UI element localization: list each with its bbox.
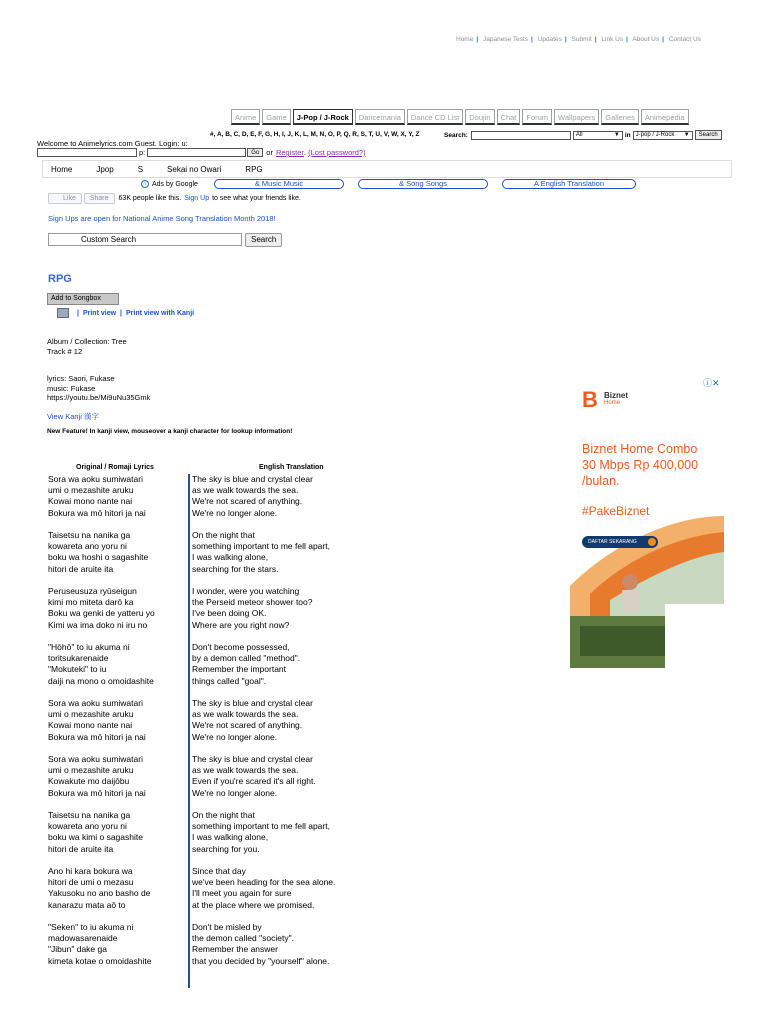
ad-link-music[interactable]: & Music Music — [214, 179, 344, 189]
ads-by-label: Ads by Google — [152, 180, 198, 188]
album-text: Album / Collection: Tree — [47, 337, 127, 346]
romaji-stanza: Ano hi kara bokura wa hitori de umi o mezasu Yakusoku no ano basho de kanarazu mata aō to — [48, 866, 151, 910]
ad-link-english-translation[interactable]: A English Translation — [502, 179, 636, 189]
breadcrumb-song[interactable]: RPG — [245, 164, 263, 174]
site-search — [444, 130, 722, 140]
english-stanza: On the night that something important to me fell apart, I was walking alone, searching for you. — [192, 810, 330, 854]
romaji-stanza: Taisetsu na nanika ga kowareta ano yoru ni boku wa kimi o sagashite hitori de aruite ita — [48, 810, 143, 854]
ad-headline-line-1: Biznet Home Combo — [582, 442, 698, 456]
welcome-text: Welcome to Animelyrics.com Guest. Login: u: — [37, 139, 188, 148]
column-divider — [188, 474, 190, 988]
top-link-updates[interactable]: Updates — [537, 36, 562, 43]
chevron-down-icon: ▼ — [613, 131, 620, 138]
top-link-contact-us[interactable]: Contact Us — [668, 36, 701, 43]
register-link[interactable]: Register — [275, 148, 304, 157]
ad-controls — [703, 376, 720, 389]
page-title: RPG — [48, 273, 72, 285]
credits — [47, 374, 150, 403]
ads-by-google[interactable] — [141, 180, 198, 188]
search-in-label: in — [624, 131, 631, 139]
search-button[interactable]: Search — [695, 130, 722, 140]
tab-wallpapers[interactable]: Wallpapers — [554, 109, 599, 125]
romaji-stanza: "Hōhō" to iu akuma ni toritsukarenaide "Mokuteki" to iu daiji na mono o omoidashite — [48, 642, 154, 686]
like-count-text: 63K people like this. — [118, 195, 182, 202]
close-icon[interactable]: ✕ — [712, 378, 720, 388]
video-url[interactable]: https://youtu.be/Mi9uNu35Gmk — [47, 393, 151, 402]
search-scope-select[interactable] — [573, 131, 623, 140]
print-view-kanji-link[interactable]: Print view with Kanji — [126, 309, 195, 317]
english-stanza: I wonder, were you watching the Perseid meteor shower too? I've been doing OK. Where are you right now? — [192, 586, 313, 630]
top-links: Home | Japanese Tests | Updates | Submit | Link Us | About Us | Contact Us — [456, 36, 701, 43]
facebook-like-button[interactable]: Like — [48, 193, 82, 204]
english-stanza: Don't be misled by the demon called "society". Remember the answer that you decided by "yourself" alone. — [192, 922, 330, 966]
breadcrumb — [42, 160, 732, 178]
english-stanza: On the night that something important to me fell apart, I was walking alone, searching for the stars. — [192, 530, 330, 574]
new-feature-notice: New Feature! In kanji view, mouseover a kanji character for lookup information! — [47, 428, 293, 435]
biznet-logo[interactable] — [582, 387, 642, 415]
top-link-home[interactable]: Home — [456, 36, 474, 43]
main-nav-tabs — [231, 109, 691, 125]
ad-hashtag: #PakeBiznet — [582, 504, 650, 518]
printer-icon — [57, 308, 69, 318]
view-kanji-link[interactable]: View Kanji 漢字 — [47, 412, 99, 421]
login-go-button[interactable]: Go — [247, 148, 263, 157]
tab-dancemania[interactable]: Dancemania — [355, 109, 405, 125]
romaji-stanza: Peruseusuza ryūseigun kimi mo miteta darō ka Boku wa genki de yatteru yo Kimi wa ima doko ni iru no — [48, 586, 155, 630]
search-scope-value: All — [575, 131, 583, 138]
tab-game[interactable]: Game — [262, 109, 290, 125]
track-text: Track # 12 — [47, 346, 83, 356]
romaji-column-header: Original / Romaji Lyrics — [76, 464, 154, 471]
breadcrumb-home[interactable]: Home — [51, 164, 73, 174]
alphabet-index[interactable]: #, A, B, C, D, E, F, G, H, I, J, K, L, M, N, O, P, Q, R, S, T, U, V, W, X, Y, Z — [210, 131, 420, 138]
english-stanza: The sky is blue and crystal clear as we walk towards the sea. Even if you're scared it's all right. We're no longer alone. — [192, 754, 316, 798]
top-link-japanese-tests[interactable]: Japanese Tests — [482, 36, 529, 43]
or-text: or — [266, 148, 273, 157]
login-row: p: Go or Register . (Lost password?) — [37, 148, 366, 157]
romaji-stanza: Sora wa aoku sumiwatari umi o mezashite aruku Kowai mono nante nai Bokura wa mō hitori ja nai — [48, 474, 146, 518]
romaji-stanza: Taisetsu na nanika ga kowareta ano yoru ni boku wa hoshi o sagashite hitori de aruite ita — [48, 530, 149, 574]
english-stanza: The sky is blue and crystal clear as we walk towards the sea. We're not scared of anything. We're no longer alone. — [192, 698, 313, 742]
custom-search-input[interactable]: Custom Search — [48, 233, 242, 246]
top-link-submit[interactable]: Submit — [571, 36, 592, 43]
romaji-stanza: Sora wa aoku sumiwatari umi o mezashite aruku Kowai mono nante nai Bokura wa mō hitori ja nai — [48, 698, 146, 742]
english-stanza: Since that day we've been heading for the sea alone. I'll meet you again for sure at the place where we promised. — [192, 866, 336, 910]
add-to-songbox-button[interactable]: Add to Songbox — [47, 293, 119, 305]
chevron-right-icon — [648, 538, 656, 546]
tab-jpop-jrock[interactable]: J-Pop / J-Rock — [293, 109, 353, 125]
chevron-down-icon: ▼ — [683, 131, 690, 138]
print-view-link[interactable]: Print view — [82, 309, 117, 317]
lost-password-link[interactable]: (Lost password?) — [308, 148, 366, 157]
romaji-lyrics — [48, 474, 155, 978]
info-icon: i — [141, 180, 149, 188]
tab-forum[interactable]: Forum — [522, 109, 552, 125]
top-link-link-us[interactable]: Link Us — [601, 36, 624, 43]
album-info — [47, 337, 127, 356]
english-lyrics — [192, 474, 335, 978]
print-options: | Print view | Print view with Kanji — [57, 308, 194, 318]
custom-search-button[interactable]: Search — [245, 233, 282, 247]
ad-cta-label: DAFTAR SEKARANG — [588, 539, 637, 545]
facebook-signup-rest: to see what your friends like. — [212, 195, 301, 202]
facebook-like-row — [48, 193, 301, 204]
english-column-header: English Translation — [259, 464, 324, 471]
english-stanza: The sky is blue and crystal clear as we walk towards the sea. We're not scared of anything. We're no longer alone. — [192, 474, 313, 518]
ad-cta-button[interactable] — [582, 536, 658, 548]
password-field[interactable] — [147, 148, 246, 157]
music-credit: music: Fukase — [47, 383, 96, 393]
ad-headline-line-3: /bulan. — [582, 474, 620, 488]
signups-notice-link[interactable]: Sign Ups are open for National Anime Song Translation Month 2018! — [48, 214, 276, 223]
romaji-stanza: "Seken" to iu akuma ni madowasarenaide "Jibun" dake ga kimeta kotae o omoidashite — [48, 922, 152, 966]
facebook-signup-link[interactable]: Sign Up — [184, 195, 210, 202]
ad-headline[interactable] — [582, 441, 698, 489]
breadcrumb-s[interactable]: S — [137, 164, 144, 174]
breadcrumb-jpop[interactable]: Jpop — [96, 164, 114, 174]
tab-chat[interactable]: Chat — [497, 109, 521, 125]
top-link-about-us[interactable]: About Us — [632, 36, 660, 43]
ad-link-song[interactable]: & Song Songs — [358, 179, 488, 189]
ad-headline-line-2: 30 Mbps Rp 400,000 — [582, 458, 699, 472]
biznet-brand: Biznet — [604, 391, 628, 400]
tab-dance-cd-list[interactable]: Dance CD List — [407, 109, 463, 125]
username-field[interactable] — [37, 148, 137, 157]
biznet-logo-mark: B — [582, 387, 598, 412]
tab-anime[interactable]: Anime — [231, 109, 260, 125]
search-category-select[interactable] — [633, 131, 693, 140]
password-label: p: — [139, 148, 146, 157]
search-input[interactable] — [471, 131, 571, 140]
romaji-stanza: Sora wa aoku sumiwatari umi o mezashite aruku Kowakute mo daijōbu Bokura wa mō hitori ja nai — [48, 754, 146, 798]
info-icon[interactable]: ⓘ — [703, 378, 713, 388]
biznet-brand-sub: Home — [604, 400, 621, 406]
tab-animepedia[interactable]: Animepedia — [641, 109, 689, 125]
lyrics-credit: lyrics: Saori, Fukase — [47, 374, 115, 383]
facebook-share-button[interactable]: Share — [84, 193, 115, 204]
tab-galleries[interactable]: Galleries — [601, 109, 639, 125]
custom-search — [48, 233, 282, 247]
search-label: Search: — [444, 131, 468, 139]
search-category-value: J-pop / J-Rock — [635, 131, 675, 138]
breadcrumb-artist[interactable]: Sekai no Owari — [167, 164, 222, 174]
english-stanza: Don't become possessed, by a demon called "method". Remember the important things called "goal". — [192, 642, 301, 686]
tab-doujin[interactable]: Doujin — [465, 109, 494, 125]
